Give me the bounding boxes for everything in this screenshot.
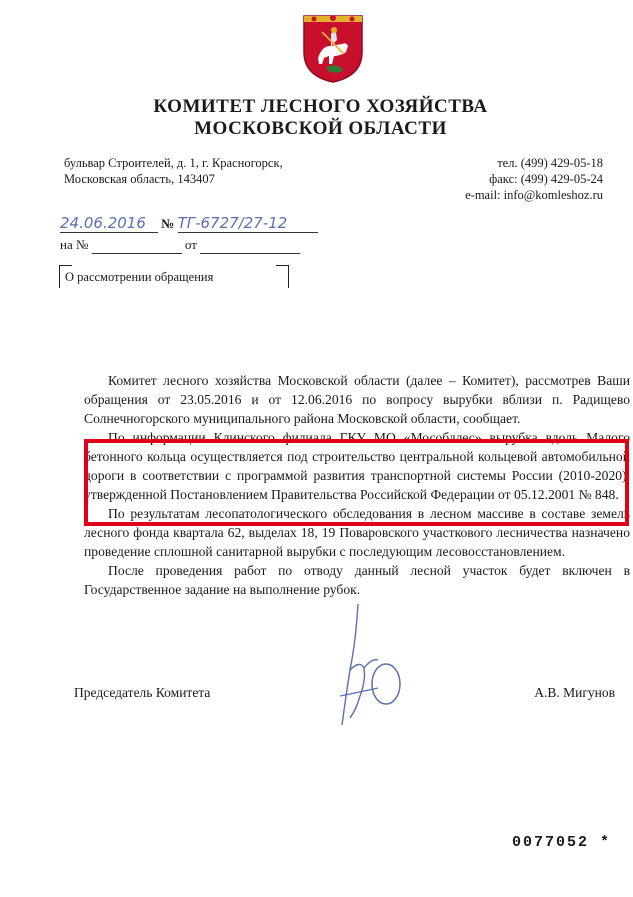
body-paragraph-4: После проведения работ по отводу данный лесной участок будет включен в Государственное задание на выполнение рубок. xyxy=(84,563,630,597)
signatory-title: Председатель Комитета xyxy=(74,685,211,700)
highlight-annotation-box xyxy=(84,439,629,526)
body-paragraph-3: По результатам лесопатологического обследования в лесном массиве в составе земель лесного фонда квартала 62, выделах 18, 19 Поваровского участкового лесничества назначено проведение сплошной санитарной вырубки с последующим лесовосстановлением. xyxy=(84,506,630,559)
coat-of-arms-icon xyxy=(300,12,366,84)
address-line-1: бульвар Строителей, д. 1, г. Красногорск, xyxy=(64,156,283,170)
address-block xyxy=(64,155,283,187)
registration-number: ТГ-6727/27-12 xyxy=(178,214,318,233)
subject-text: О рассмотрении обращения xyxy=(65,270,214,284)
address-line-2: Московская область, 143407 xyxy=(64,172,215,186)
signature-icon xyxy=(320,600,420,735)
registration-date: 24.06.2016 xyxy=(60,214,158,233)
email: e-mail: info@komleshoz.ru xyxy=(465,188,603,202)
number-label: № xyxy=(161,216,175,231)
phone: тел. (499) 429-05-18 xyxy=(497,156,603,170)
contacts-block xyxy=(465,155,603,203)
committee-title-line-1: КОМИТЕТ ЛЕСНОГО ХОЗЯЙСТВА xyxy=(153,96,488,117)
subject-block xyxy=(59,265,289,287)
reply-from-blank xyxy=(200,237,300,254)
reply-to-blank xyxy=(92,237,182,254)
document-serial-number: 0077052 * xyxy=(511,834,611,851)
committee-title-line-2: МОСКОВСКОЙ ОБЛАСТИ xyxy=(194,118,447,139)
body-paragraph-1: Комитет лесного хозяйства Московской области (далее – Комитет), рассмотрев Ваши обращения от 23.05.2016 и от 12.06.2016 по вопросу вырубки вблизи п. Радищево Солнечногорского муниципального района Московской области, сообщает. xyxy=(84,373,630,426)
fax: факс: (499) 429-05-24 xyxy=(489,172,603,186)
reply-reference-line xyxy=(60,237,300,254)
registration-line xyxy=(60,214,318,233)
body-paragraph-2: По информации Клинского филиала ГКУ МО «Мособллес» вырубка вдоль Малого бетонного кольца осуществляется под строительство центральной кольцевой автомобильной дороги в соответствии с программой развития транспортной системы России (2010-2020), утвержденной Постановлением Правительства Российской Федерации от 05.12.2001 № 848. xyxy=(84,430,630,502)
signatory-name: А.В. Мигунов xyxy=(534,685,615,700)
reply-from-label: от xyxy=(184,237,197,252)
reply-to-label: на № xyxy=(60,237,89,252)
subject-bracket-right xyxy=(276,265,289,288)
